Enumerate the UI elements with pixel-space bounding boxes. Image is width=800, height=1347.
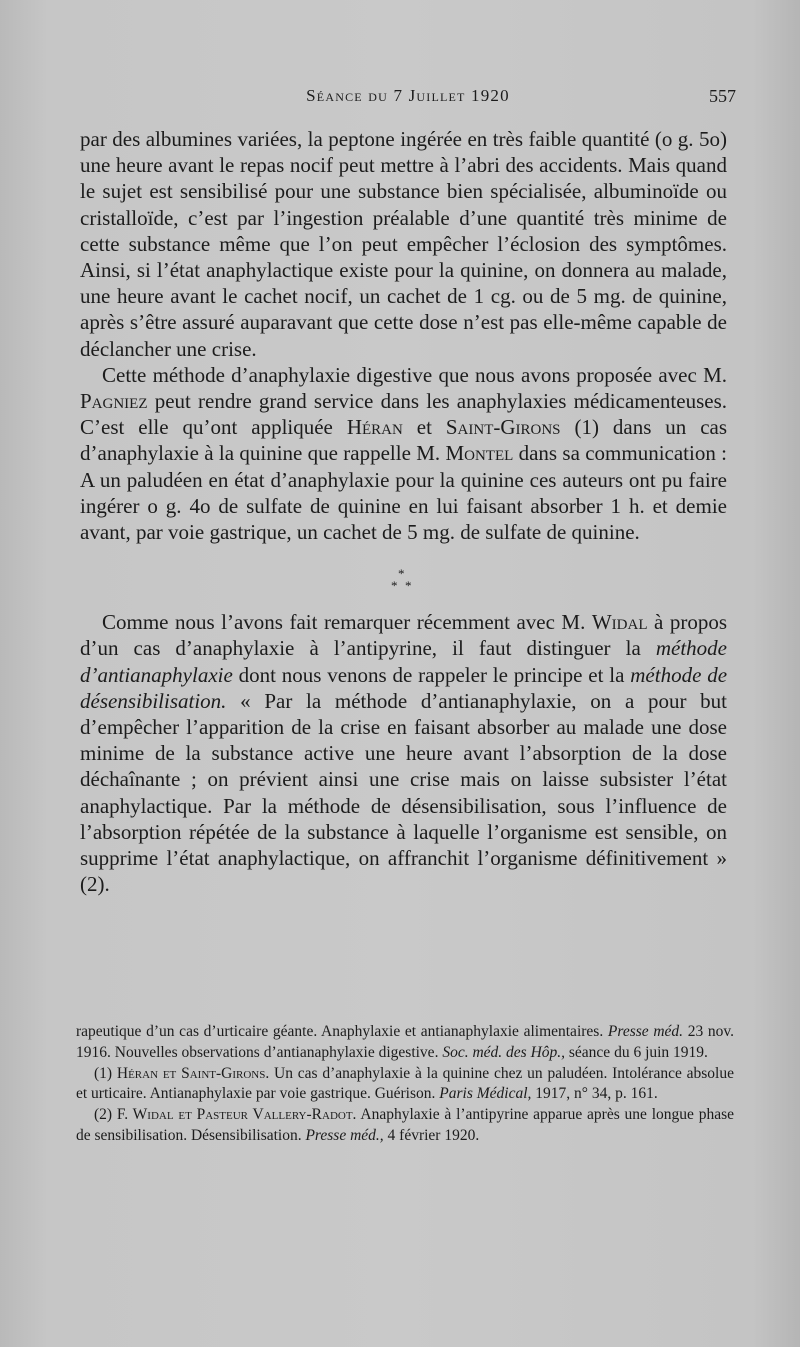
- author-montel: Montel: [445, 441, 514, 466]
- asterism-star-left: *: [391, 578, 398, 594]
- footnote-1-authors: Héran et Saint-Girons.: [116, 1064, 270, 1082]
- p2-text-e: dans sa communication : A un paludéen en état d’anaphylaxie pour la quinine ces auteurs ont pu faire ingérer o g. 4o de sulfate de quinine en lui faisant absorber 1 h. et demie avant, par voie gastrique, un cachet de 5 mg. de sulfate de quinine.: [80, 441, 727, 545]
- fn-cont-journal-1: Presse méd.: [607, 1023, 684, 1040]
- fn-cont-text-b: 23 nov. 1916. Nouvelles observations d’antianaphylaxie digestive.: [76, 1023, 735, 1061]
- p3-text-b: à propos d’un cas d’anaphylaxie à l’antipyrine, il faut distinguer la: [80, 610, 727, 661]
- p3-text-a: Comme nous l’avons fait remarquer récemment avec M.: [102, 610, 586, 635]
- asterism-star-top: *: [398, 566, 405, 582]
- fn-cont-text-a: rapeutique d’un cas d’urticaire géante. Anaphylaxie et antianaphylaxie alimentaires.: [76, 1023, 604, 1040]
- p2-text-a: Cette méthode d’anaphylaxie digestive que nous avons proposée avec M.: [102, 362, 727, 387]
- fn-cont-text-c: séance du 6 juin 1919.: [568, 1043, 708, 1061]
- footnote-2-authors: F. Widal et Pasteur Vallery-Radot.: [116, 1106, 357, 1124]
- paragraph-1: [80, 126, 727, 362]
- p3-text-d: « Par la méthode d’antianaphylaxie, on a pour but d’empêcher l’apparition de la crise en faisant absorber au malade une dose minime de la substance active une heure avant l’absorption de la dose déchaînante ; on prévient ainsi une crise mais on laisse subsister l’état anaphylactique. Par la méthode de désensibilisation, sous l’influence de l’absorption répétée de la substance à laquelle l’organisme est sensible, on supprime l’état anaphylactique, on affranchit l’organisme définitivement » (2).: [80, 688, 728, 897]
- p2-text-b: peut rendre grand service dans les anaphylaxies médicamenteuses. C’est elle qu’ont appliquée: [80, 389, 727, 440]
- main-text: [80, 126, 727, 897]
- paragraph-1-text: par des albumines variées, la peptone ingérée en très faible quantité (o g. 5o) une heure avant le repas nocif peut mettre à l’abri des accidents. Mais quand le sujet est sensibilisé pour une substance bien spécialisée, albuminoïde ou cristalloïde, c’est par l’ingestion préalable d’une quantité très minime de cette substance même que l’on peut empêcher l’éclosion des symptômes. Ainsi, si l’état anaphylactique existe pour la quinine, on donnera au malade, une heure avant le cachet nocif, un cachet de 1 cg. ou de 5 mg. de quinine, après s’être assuré auparavant que cette dose n’est pas elle-même capable de déclancher une crise.: [80, 127, 727, 361]
- author-saint-girons: Saint-Girons: [445, 415, 561, 440]
- asterism: [80, 551, 727, 607]
- paragraph-2: [80, 362, 727, 545]
- author-heran: Héran: [346, 415, 403, 440]
- footnote-1-journal: Paris Médical,: [439, 1085, 532, 1103]
- footnote-2: [76, 1105, 734, 1147]
- p3-text-c: dont nous venons de rappeler le principe et la: [238, 662, 625, 687]
- author-widal: Widal: [591, 610, 648, 635]
- footnotes: [76, 1022, 734, 1147]
- term-antianaphylaxie: méthode d’antianaphylaxie: [80, 636, 727, 687]
- running-title: Séance du 7 Juillet 1920: [306, 86, 510, 105]
- footnote-2-journal: Presse méd.,: [305, 1126, 384, 1144]
- term-desensibilisation: méthode de désensibilisation.: [80, 662, 728, 713]
- footnote-1: [76, 1064, 734, 1106]
- asterism-star-right: *: [405, 578, 412, 594]
- fn-cont-journal-2: Soc. méd. des Hôp.,: [442, 1043, 566, 1061]
- author-pagniez: Pagniez: [80, 389, 148, 414]
- footnote-1-number: (1): [94, 1064, 113, 1082]
- footnote-1-ref: 1917, n° 34, p. 161.: [535, 1085, 658, 1103]
- footnote-2-number: (2): [94, 1106, 113, 1124]
- page-number: 557: [709, 86, 736, 106]
- paragraph-3: [80, 609, 727, 897]
- footnote-2-ref: 4 février 1920.: [387, 1126, 480, 1144]
- footnote-1-text: Un cas d’anaphylaxie à la quinine chez un paludéen. Intolérance absolue et urticaire. Antianaphylaxie par voie gastrique. Guérison.: [76, 1064, 734, 1103]
- footnote-2-text: Anaphylaxie à l’antipyrine apparue après une longue phase de sensibilisation. Désensibilisation.: [76, 1106, 735, 1144]
- p2-text-d: (1) dans un cas d’anaphylaxie à la quinine que rappelle M.: [80, 415, 728, 466]
- footnote-continued: [76, 1022, 734, 1064]
- p2-text-c: et: [416, 415, 432, 440]
- page-header: [80, 86, 736, 116]
